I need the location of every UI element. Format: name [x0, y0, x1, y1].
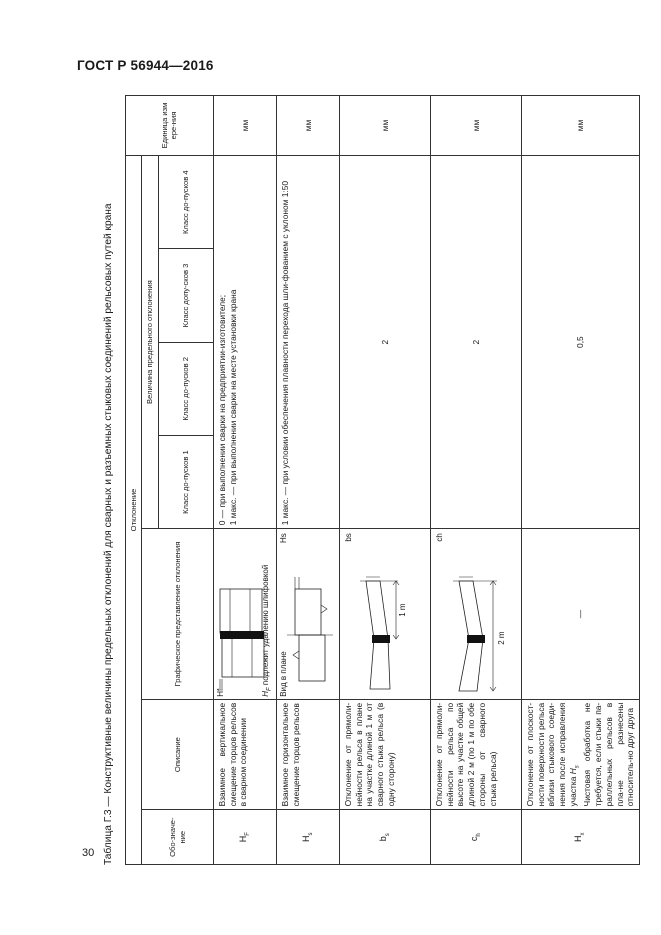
table-row	[276, 96, 339, 865]
row-description: Отклонение от прямоли-нейности рельса по высоте на участке общей длиной 2 м (по 1 м по обе стороны от сварного стыка рельса)	[430, 699, 521, 810]
document-header: ГОСТ Р 56944—2016	[77, 58, 214, 73]
row-description: Отклонение от прямоли-нейности рельса в плане на участке длиной 1 м от сварного стыка рельса (в одну сторону)	[339, 699, 430, 810]
row-unit: мм	[339, 96, 430, 156]
page-number: 30	[82, 847, 95, 859]
gfx-dim: 1 m	[397, 603, 407, 617]
col-graphic: Графическое представление отклонения	[142, 529, 213, 700]
col-class-4: Класс до-пусков 4	[158, 156, 213, 249]
table-row	[521, 96, 639, 865]
row-symbol: $H_s$	[276, 810, 339, 865]
gfx-label: Hs	[278, 533, 288, 543]
row-note: 1 макс. — при условии обеспечения плавности перехода шли-фованием с уклоном 1:50	[276, 156, 339, 529]
gfx-title: Вид в плане	[278, 651, 288, 697]
table-row	[339, 96, 430, 865]
row-description: Взаимное вертикальное смещение торцов рельсов в сварном соединении	[213, 699, 276, 810]
col-class-1: Класс до-пусков 1	[158, 435, 213, 528]
row-symbol: $c_h$	[430, 810, 521, 865]
graphic-horizontal-offset	[276, 529, 339, 700]
row-unit: мм	[276, 96, 339, 156]
col-symbol: Обо-значе-ние	[142, 810, 213, 865]
row-unit: мм	[213, 96, 276, 156]
graphic-straightness-height	[430, 529, 521, 700]
rotated-table-block	[103, 95, 636, 865]
table-row	[213, 96, 276, 865]
graphic-vertical-offset	[213, 529, 276, 700]
row-note: 0 — при выполнении сварки на предприятии-изготовителе; 1 макс. — при выполнении сварки на месте установки крана	[213, 156, 276, 529]
col-class-2: Класс до-пусков 2	[158, 342, 213, 435]
tolerance-table	[125, 95, 640, 865]
gfx-label: Hf	[215, 688, 225, 697]
gfx-label: bs	[343, 533, 353, 542]
row-description: Отклонение от плоскост-ности поверхности рельса вблизи стыкового соеди-нения после исправления участка $H_s$ Чистовая обработка не требуется, если стыки па-раллельных рельсов в пла-не разнесены относитель-но друг друга	[521, 699, 639, 810]
row-symbol: $H_F$	[213, 810, 276, 865]
row-graphic: —	[521, 529, 639, 700]
row-symbol: $b_s$	[339, 810, 430, 865]
row-unit: мм	[521, 96, 639, 156]
col-class-3: Класс допу-сков 3	[158, 249, 213, 342]
col-unit: Единица изм ере-ния	[126, 96, 214, 156]
col-limit-value: Величина предельного отклонения	[142, 156, 158, 529]
table-caption: Таблица Г.3 — Конструктивные величины предельных отклонений для сварных и разъемных стыковых соединений рельсовых путей крана	[103, 203, 114, 865]
row-symbol: $H_x$	[521, 810, 639, 865]
row-value: 0,5	[521, 156, 639, 529]
col-description: Описание	[142, 699, 213, 810]
header-row-2	[142, 96, 158, 865]
gfx-label: ch	[434, 533, 444, 542]
table-row	[430, 96, 521, 865]
row-description: Взаимное горизонтальное смещение торцов рельсов	[276, 699, 339, 810]
header-row-1	[126, 96, 142, 865]
gfx-dim: 2 m	[496, 631, 506, 645]
row-value: 2	[339, 156, 430, 529]
graphic-straightness-plan	[339, 529, 430, 700]
gfx-caption: $H_F$ подлежит удалению шлифовкой	[260, 564, 273, 697]
row-value: 2	[430, 156, 521, 529]
col-deviation: Отклонение	[126, 156, 142, 865]
row-unit: мм	[430, 96, 521, 156]
